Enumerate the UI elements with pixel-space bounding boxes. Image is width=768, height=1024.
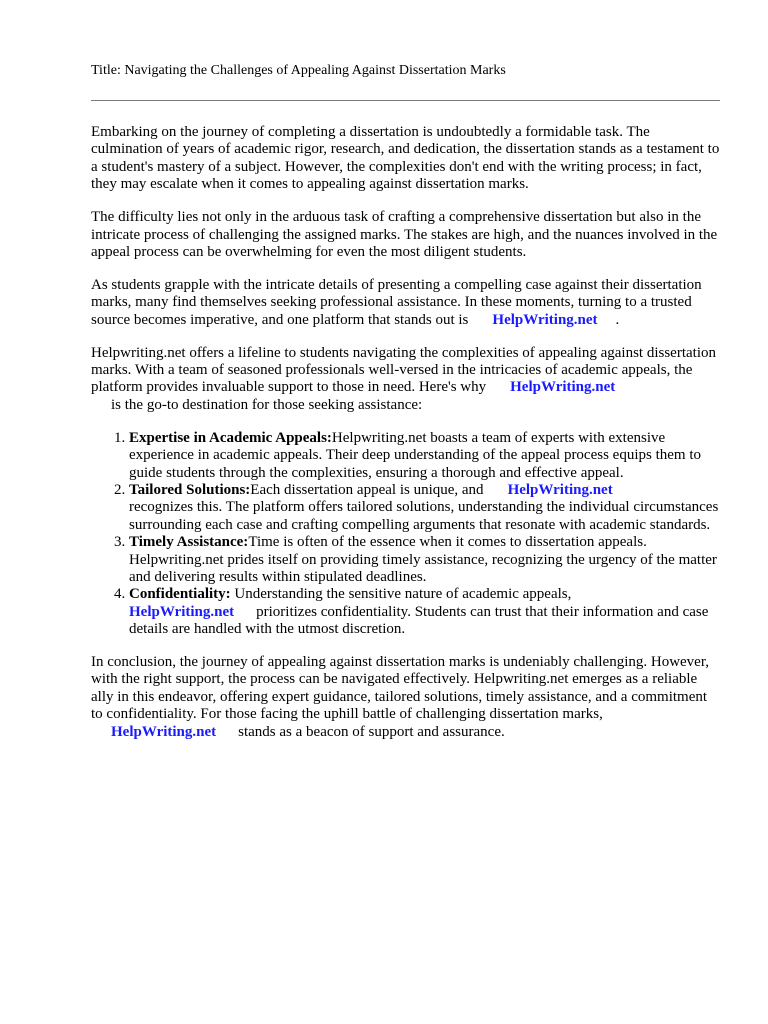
list-item-text-end: prioritizes confidentiality. Students can trust that their information and case details are handled with the utmost discretion. xyxy=(129,603,709,638)
helpwriting-link[interactable]: HelpWriting.net xyxy=(129,603,235,620)
paragraph-assistance-end: . xyxy=(615,311,620,328)
paragraph-conclusion-end: stands as a beacon of support and assurance. xyxy=(238,723,505,740)
helpwriting-link[interactable]: HelpWriting.net xyxy=(507,481,613,498)
list-item-text-end: recognizes this. The platform offers tailored solutions, understanding the individual circumstances surrounding each case and crafting compelling arguments that resonate with academic standards. xyxy=(129,499,719,533)
paragraph-assistance-text: As students grapple with the intricate details of presenting a compelling case against their dissertation marks, many find themselves seeking professional assistance. In these moments, turning to a trusted source becomes imperative, and one platform that stands out is xyxy=(91,276,702,328)
helpwriting-link[interactable]: HelpWriting.net xyxy=(492,311,598,328)
paragraph-conclusion xyxy=(91,654,721,741)
paragraph-assistance xyxy=(91,277,721,329)
helpwriting-link[interactable]: HelpWriting.net xyxy=(111,723,217,740)
list-item xyxy=(129,586,721,638)
list-item-lead: Expertise in Academic Appeals: xyxy=(129,429,332,446)
reasons-list xyxy=(91,430,721,639)
list-item-text: Each dissertation appeal is unique, and xyxy=(250,481,484,498)
list-item-text: Understanding the sensitive nature of academic appeals, xyxy=(234,586,572,603)
paragraph-difficulty: The difficulty lies not only in the arduous task of crafting a comprehensive dissertation but also in the intricate process of challenging the assigned marks. The stakes are high, and the nuances involved in the appeal process can be overwhelming for even the most diligent students. xyxy=(91,209,718,260)
title-divider xyxy=(91,100,720,101)
list-item-lead: Timely Assistance: xyxy=(129,534,249,551)
list-item-text: Time is often of the essence when it comes to dissertation appeals. Helpwriting.net prides itself on providing timely assistance, recognizing the urgency of the matter and delivering results within stipulated deadlines. xyxy=(129,534,717,585)
paragraph-lifeline-text: Helpwriting.net offers a lifeline to students navigating the complexities of appealing against dissertation marks. With a team of seasoned professionals well-versed in the intricacies of academic appeals, the platform provides invaluable support to those in need. Here's why xyxy=(91,344,716,396)
paragraph-intro: Embarking on the journey of completing a dissertation is undoubtedly a formidable task. The culmination of years of academic rigor, research, and dedication, the dissertation stands as a testament to a student's mastery of a subject. However, the complexities don't end with the writing process; in fact, they may escalate when it comes to appealing against dissertation marks. xyxy=(91,124,720,193)
list-item-lead: Confidentiality: xyxy=(129,586,231,603)
list-item xyxy=(129,430,721,482)
paragraph-lifeline xyxy=(91,345,721,415)
helpwriting-link[interactable]: HelpWriting.net xyxy=(510,379,616,396)
document-body xyxy=(91,124,721,757)
document-title: Title: Navigating the Challenges of Appealing Against Dissertation Marks xyxy=(91,63,506,78)
list-item-text: Helpwriting.net boasts a team of experts with extensive experience in academic appeals. Their deep understanding of the appeal process equips them to guide students through the complexities, ensuring a thorough and effective appeal. xyxy=(129,429,701,481)
list-item xyxy=(129,482,721,534)
paragraph-conclusion-text: In conclusion, the journey of appealing against dissertation marks is undeniably challenging. However, with the right support, the process can be navigated effectively. Helpwriting.net emerges as a reliable ally in this endeavor, offering expert guidance, tailored solutions, timely assistance, and a commitment to confidentiality. For those facing the uphill battle of challenging dissertation marks, xyxy=(91,654,709,723)
paragraph-lifeline-end: is the go-to destination for those seeking assistance: xyxy=(111,396,423,413)
list-item xyxy=(129,534,721,586)
list-item-lead: Tailored Solutions: xyxy=(129,481,251,498)
